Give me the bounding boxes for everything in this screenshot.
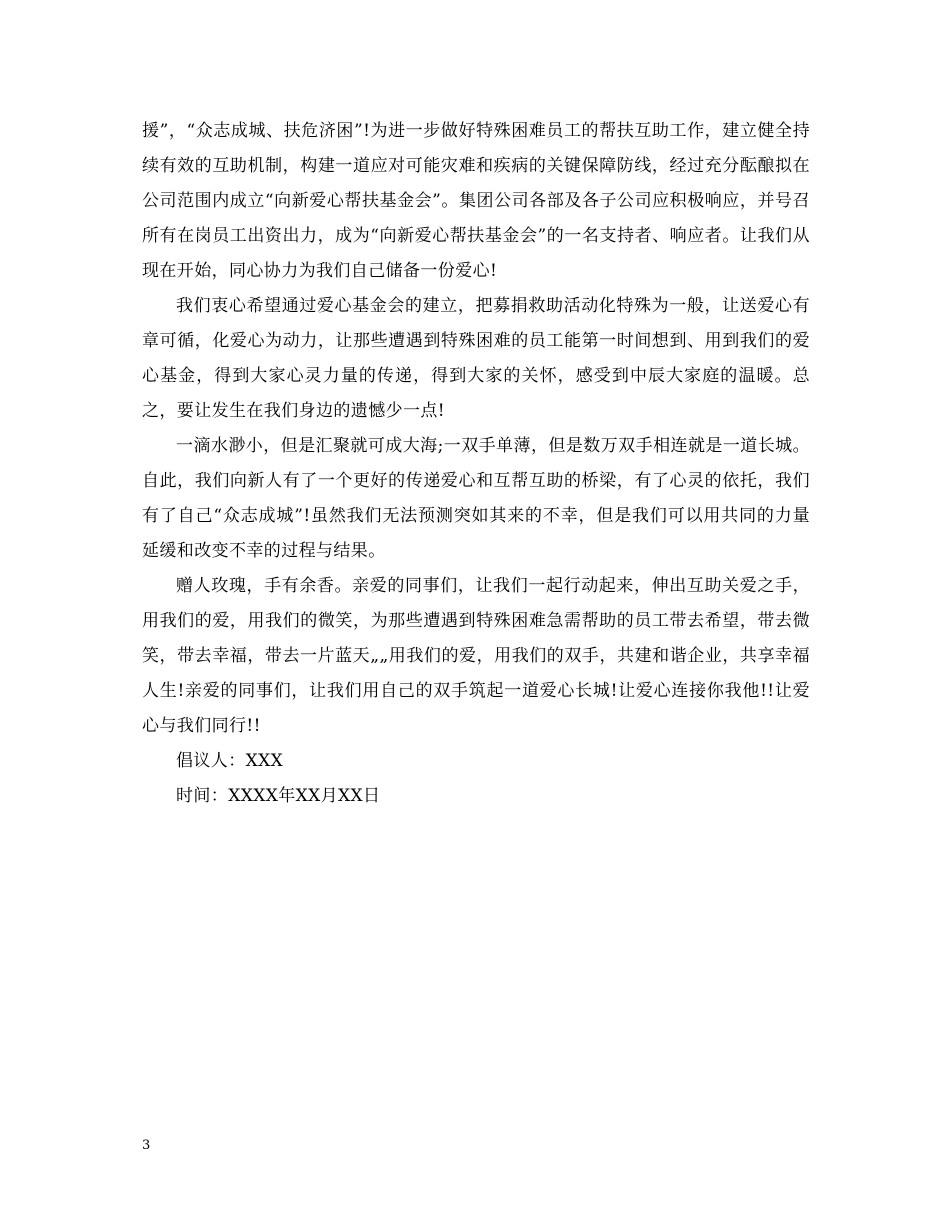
paragraph-unity: 一滴水渺小，但是汇聚就可成大海;一双手单薄，但是数万双手相连就是一道长城。自此，我们向新人有了一个更好的传递爱心和互帮互助的桥梁，有了心灵的依托，我们有了自己“众志成城”!虽然我们无法预测突如其来的不幸，但是我们可以用共同的力量延缓和改变不幸的过程与结果。 — [142, 436, 810, 561]
page-number: 3 — [142, 1138, 151, 1153]
paragraph-fund-hope: 我们衷心希望通过爱心基金会的建立，把募捐救助活动化特殊为一般，让送爱心有章可循，化爱心为动力，让那些遭遇到特殊困难的员工能第一时间想到、用到我们的爱心基金，得到大家心灵力量的传递，得到大家的关怀，感受到中辰大家庭的温暖。总之，要让发生在我们身边的遗憾少一点! — [142, 296, 810, 421]
paragraph-continuation: 援”，“众志成城、扶危济困”!为进一步做好特殊困难员工的帮扶互助工作，建立健全持续有效的互助机制，构建一道应对可能灾难和疾病的关键保障防线，经过充分酝酿拟在公司范围内成立“向新爱心帮扶基金会”。集团公司各部及各子公司应积极响应，并号召所有在岗员工出资出力，成为“向新爱心帮扶基金会”的一名支持者、响应者。让我们从现在开始，同心协力为我们自己储备一份爱心! — [142, 121, 810, 281]
paragraph-call-to-action: 赠人玫瑰，手有余香。亲爱的同事们，让我们一起行动起来，伸出互助关爱之手，用我们的爱，用我们的微笑，为那些遭遇到特殊困难急需帮助的员工带去希望，带去微笑，带去幸福，带去一片蓝天„„用我们的爱，用我们的双手，共建和谐企业，共享幸福人生!亲爱的同事们，让我们用自己的双手筑起一道爱心长城!让爱心连接你我他!!让爱心与我们同行!! — [142, 576, 810, 736]
date-line: 时间：XXXX年XX月XX日 — [176, 786, 381, 806]
document-body — [142, 114, 810, 814]
initiator-line: 倡议人：XXX — [176, 751, 284, 771]
